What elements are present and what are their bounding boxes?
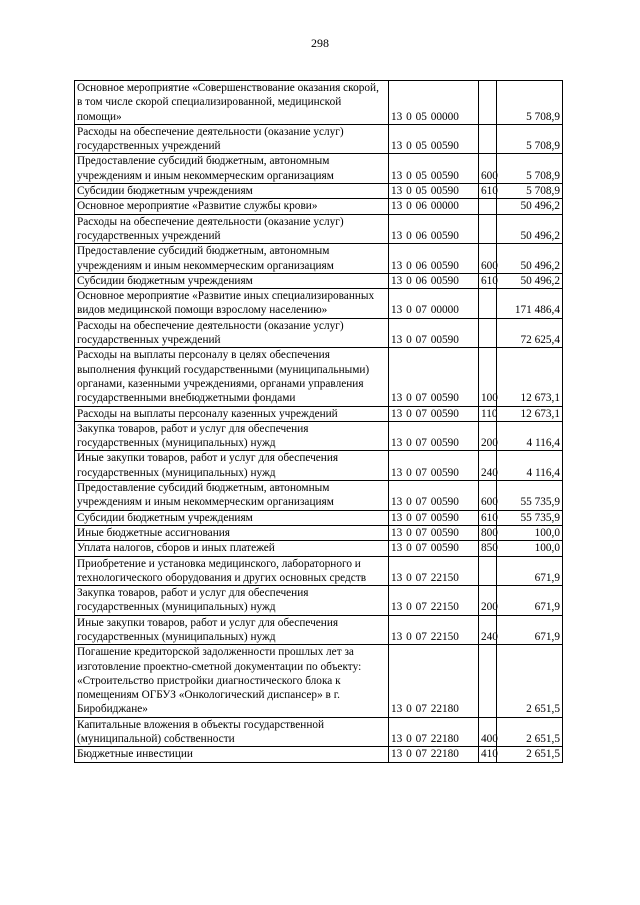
table-row [75, 214, 563, 244]
row-vr-cell: 850 [479, 541, 497, 556]
row-name-cell: Капитальные вложения в объекты государственной (муниципальной) собственности [75, 717, 389, 747]
row-sum-cell: 50 496,2 [497, 244, 563, 274]
row-sum-cell: 5 708,9 [497, 184, 563, 199]
row-sum-cell: 171 486,4 [497, 289, 563, 319]
row-name-cell: Предоставление субсидий бюджетным, автономным учреждениям и иным некоммерческим организациям [75, 481, 389, 511]
row-vr-cell: 610 [479, 510, 497, 525]
row-vr-cell: 610 [479, 184, 497, 199]
table-row [75, 481, 563, 511]
table-row [75, 273, 563, 288]
table-row [75, 244, 563, 274]
row-code-cell: 13 0 07 22180 [389, 645, 479, 717]
row-sum-cell: 100,0 [497, 525, 563, 540]
row-code-cell: 13 0 05 00590 [389, 124, 479, 154]
table-row [75, 747, 563, 762]
row-vr-cell: 600 [479, 481, 497, 511]
row-code-cell: 13 0 07 22180 [389, 747, 479, 762]
row-name-cell: Бюджетные инвестиции [75, 747, 389, 762]
row-sum-cell: 4 116,4 [497, 451, 563, 481]
row-code-cell: 13 0 07 00590 [389, 510, 479, 525]
row-vr-cell [479, 318, 497, 348]
row-code-cell: 13 0 07 00590 [389, 406, 479, 421]
row-name-cell: Предоставление субсидий бюджетным, автономным учреждениям и иным некоммерческим организациям [75, 154, 389, 184]
row-code-cell: 13 0 07 22180 [389, 717, 479, 747]
row-code-cell: 13 0 05 00590 [389, 184, 479, 199]
row-sum-cell: 2 651,5 [497, 717, 563, 747]
row-sum-cell: 100,0 [497, 541, 563, 556]
table-row [75, 199, 563, 214]
row-name-cell: Закупка товаров, работ и услуг для обеспечения государственных (муниципальных) нужд [75, 421, 389, 451]
table-row [75, 510, 563, 525]
row-vr-cell: 200 [479, 421, 497, 451]
row-code-cell: 13 0 07 00590 [389, 348, 479, 406]
row-vr-cell: 610 [479, 273, 497, 288]
row-sum-cell: 671,9 [497, 556, 563, 586]
row-code-cell: 13 0 05 00000 [389, 81, 479, 125]
row-code-cell: 13 0 07 22150 [389, 615, 479, 645]
row-sum-cell: 50 496,2 [497, 214, 563, 244]
table-row [75, 184, 563, 199]
table-row [75, 348, 563, 406]
row-code-cell: 13 0 06 00590 [389, 273, 479, 288]
row-vr-cell: 800 [479, 525, 497, 540]
table-row [75, 406, 563, 421]
row-vr-cell: 240 [479, 451, 497, 481]
row-code-cell: 13 0 07 00590 [389, 318, 479, 348]
row-name-cell: Расходы на выплаты персоналу казенных учреждений [75, 406, 389, 421]
row-sum-cell: 2 651,5 [497, 645, 563, 717]
table-row [75, 615, 563, 645]
row-name-cell: Уплата налогов, сборов и иных платежей [75, 541, 389, 556]
row-name-cell: Основное мероприятие «Развитие службы крови» [75, 199, 389, 214]
row-name-cell: Основное мероприятие «Развитие иных специализированных видов медицинской помощи взрослому населению» [75, 289, 389, 319]
row-vr-cell [479, 199, 497, 214]
row-vr-cell [479, 81, 497, 125]
table-row [75, 586, 563, 616]
table-row [75, 421, 563, 451]
row-vr-cell: 200 [479, 586, 497, 616]
row-code-cell: 13 0 05 00590 [389, 154, 479, 184]
row-sum-cell: 5 708,9 [497, 81, 563, 125]
table-row [75, 154, 563, 184]
row-code-cell: 13 0 07 22150 [389, 556, 479, 586]
row-code-cell: 13 0 07 00590 [389, 481, 479, 511]
budget-table [74, 80, 563, 763]
row-name-cell: Приобретение и установка медицинского, лабораторного и технологического оборудования и других основных средств [75, 556, 389, 586]
table-row [75, 81, 563, 125]
table-row [75, 124, 563, 154]
table-row [75, 318, 563, 348]
row-name-cell: Закупка товаров, работ и услуг для обеспечения государственных (муниципальных) нужд [75, 586, 389, 616]
row-name-cell: Иные бюджетные ассигнования [75, 525, 389, 540]
row-code-cell: 13 0 06 00590 [389, 214, 479, 244]
row-name-cell: Субсидии бюджетным учреждениям [75, 273, 389, 288]
row-sum-cell: 72 625,4 [497, 318, 563, 348]
row-name-cell: Расходы на обеспечение деятельности (оказание услуг) государственных учреждений [75, 124, 389, 154]
row-name-cell: Иные закупки товаров, работ и услуг для обеспечения государственных (муниципальных) нужд [75, 451, 389, 481]
table-row [75, 289, 563, 319]
table-row [75, 451, 563, 481]
row-name-cell: Субсидии бюджетным учреждениям [75, 510, 389, 525]
row-vr-cell: 110 [479, 406, 497, 421]
row-code-cell: 13 0 07 00000 [389, 289, 479, 319]
row-sum-cell: 50 496,2 [497, 273, 563, 288]
row-name-cell: Расходы на выплаты персоналу в целях обеспечения выполнения функций государственными (муниципальными) органами, казенными учреждениями, органами управления государственными внебюджетными фондами [75, 348, 389, 406]
row-vr-cell [479, 214, 497, 244]
table-row [75, 556, 563, 586]
page-number: 298 [311, 36, 329, 50]
row-vr-cell: 410 [479, 747, 497, 762]
row-vr-cell: 600 [479, 244, 497, 274]
row-name-cell: Предоставление субсидий бюджетным, автономным учреждениям и иным некоммерческим организациям [75, 244, 389, 274]
row-sum-cell: 55 735,9 [497, 481, 563, 511]
table-row [75, 541, 563, 556]
row-sum-cell: 12 673,1 [497, 406, 563, 421]
row-code-cell: 13 0 07 00590 [389, 451, 479, 481]
row-name-cell: Расходы на обеспечение деятельности (оказание услуг) государственных учреждений [75, 318, 389, 348]
row-sum-cell: 5 708,9 [497, 154, 563, 184]
row-vr-cell: 240 [479, 615, 497, 645]
row-sum-cell: 671,9 [497, 615, 563, 645]
row-sum-cell: 5 708,9 [497, 124, 563, 154]
row-code-cell: 13 0 07 22150 [389, 586, 479, 616]
row-sum-cell: 2 651,5 [497, 747, 563, 762]
row-vr-cell: 400 [479, 717, 497, 747]
table-row [75, 525, 563, 540]
row-vr-cell [479, 289, 497, 319]
row-vr-cell [479, 645, 497, 717]
row-name-cell: Субсидии бюджетным учреждениям [75, 184, 389, 199]
row-sum-cell: 671,9 [497, 586, 563, 616]
table-row [75, 645, 563, 717]
row-code-cell: 13 0 07 00590 [389, 421, 479, 451]
row-sum-cell: 4 116,4 [497, 421, 563, 451]
row-vr-cell [479, 124, 497, 154]
row-name-cell: Расходы на обеспечение деятельности (оказание услуг) государственных учреждений [75, 214, 389, 244]
row-sum-cell: 50 496,2 [497, 199, 563, 214]
table-row [75, 717, 563, 747]
row-sum-cell: 12 673,1 [497, 348, 563, 406]
row-sum-cell: 55 735,9 [497, 510, 563, 525]
row-name-cell: Иные закупки товаров, работ и услуг для обеспечения государственных (муниципальных) нужд [75, 615, 389, 645]
row-name-cell: Погашение кредиторской задолженности прошлых лет за изготовление проектно-сметной документации по объекту: «Строительство пристройки диагностического блока к помещениям ОГБУЗ «Онкологический диспансер» в г. Биробиджане» [75, 645, 389, 717]
row-vr-cell [479, 556, 497, 586]
row-vr-cell: 100 [479, 348, 497, 406]
row-name-cell: Основное мероприятие «Совершенствование оказания скорой, в том числе скорой специализированной, медицинской помощи» [75, 81, 389, 125]
row-vr-cell: 600 [479, 154, 497, 184]
row-code-cell: 13 0 07 00590 [389, 525, 479, 540]
row-code-cell: 13 0 06 00590 [389, 244, 479, 274]
row-code-cell: 13 0 07 00590 [389, 541, 479, 556]
row-code-cell: 13 0 06 00000 [389, 199, 479, 214]
